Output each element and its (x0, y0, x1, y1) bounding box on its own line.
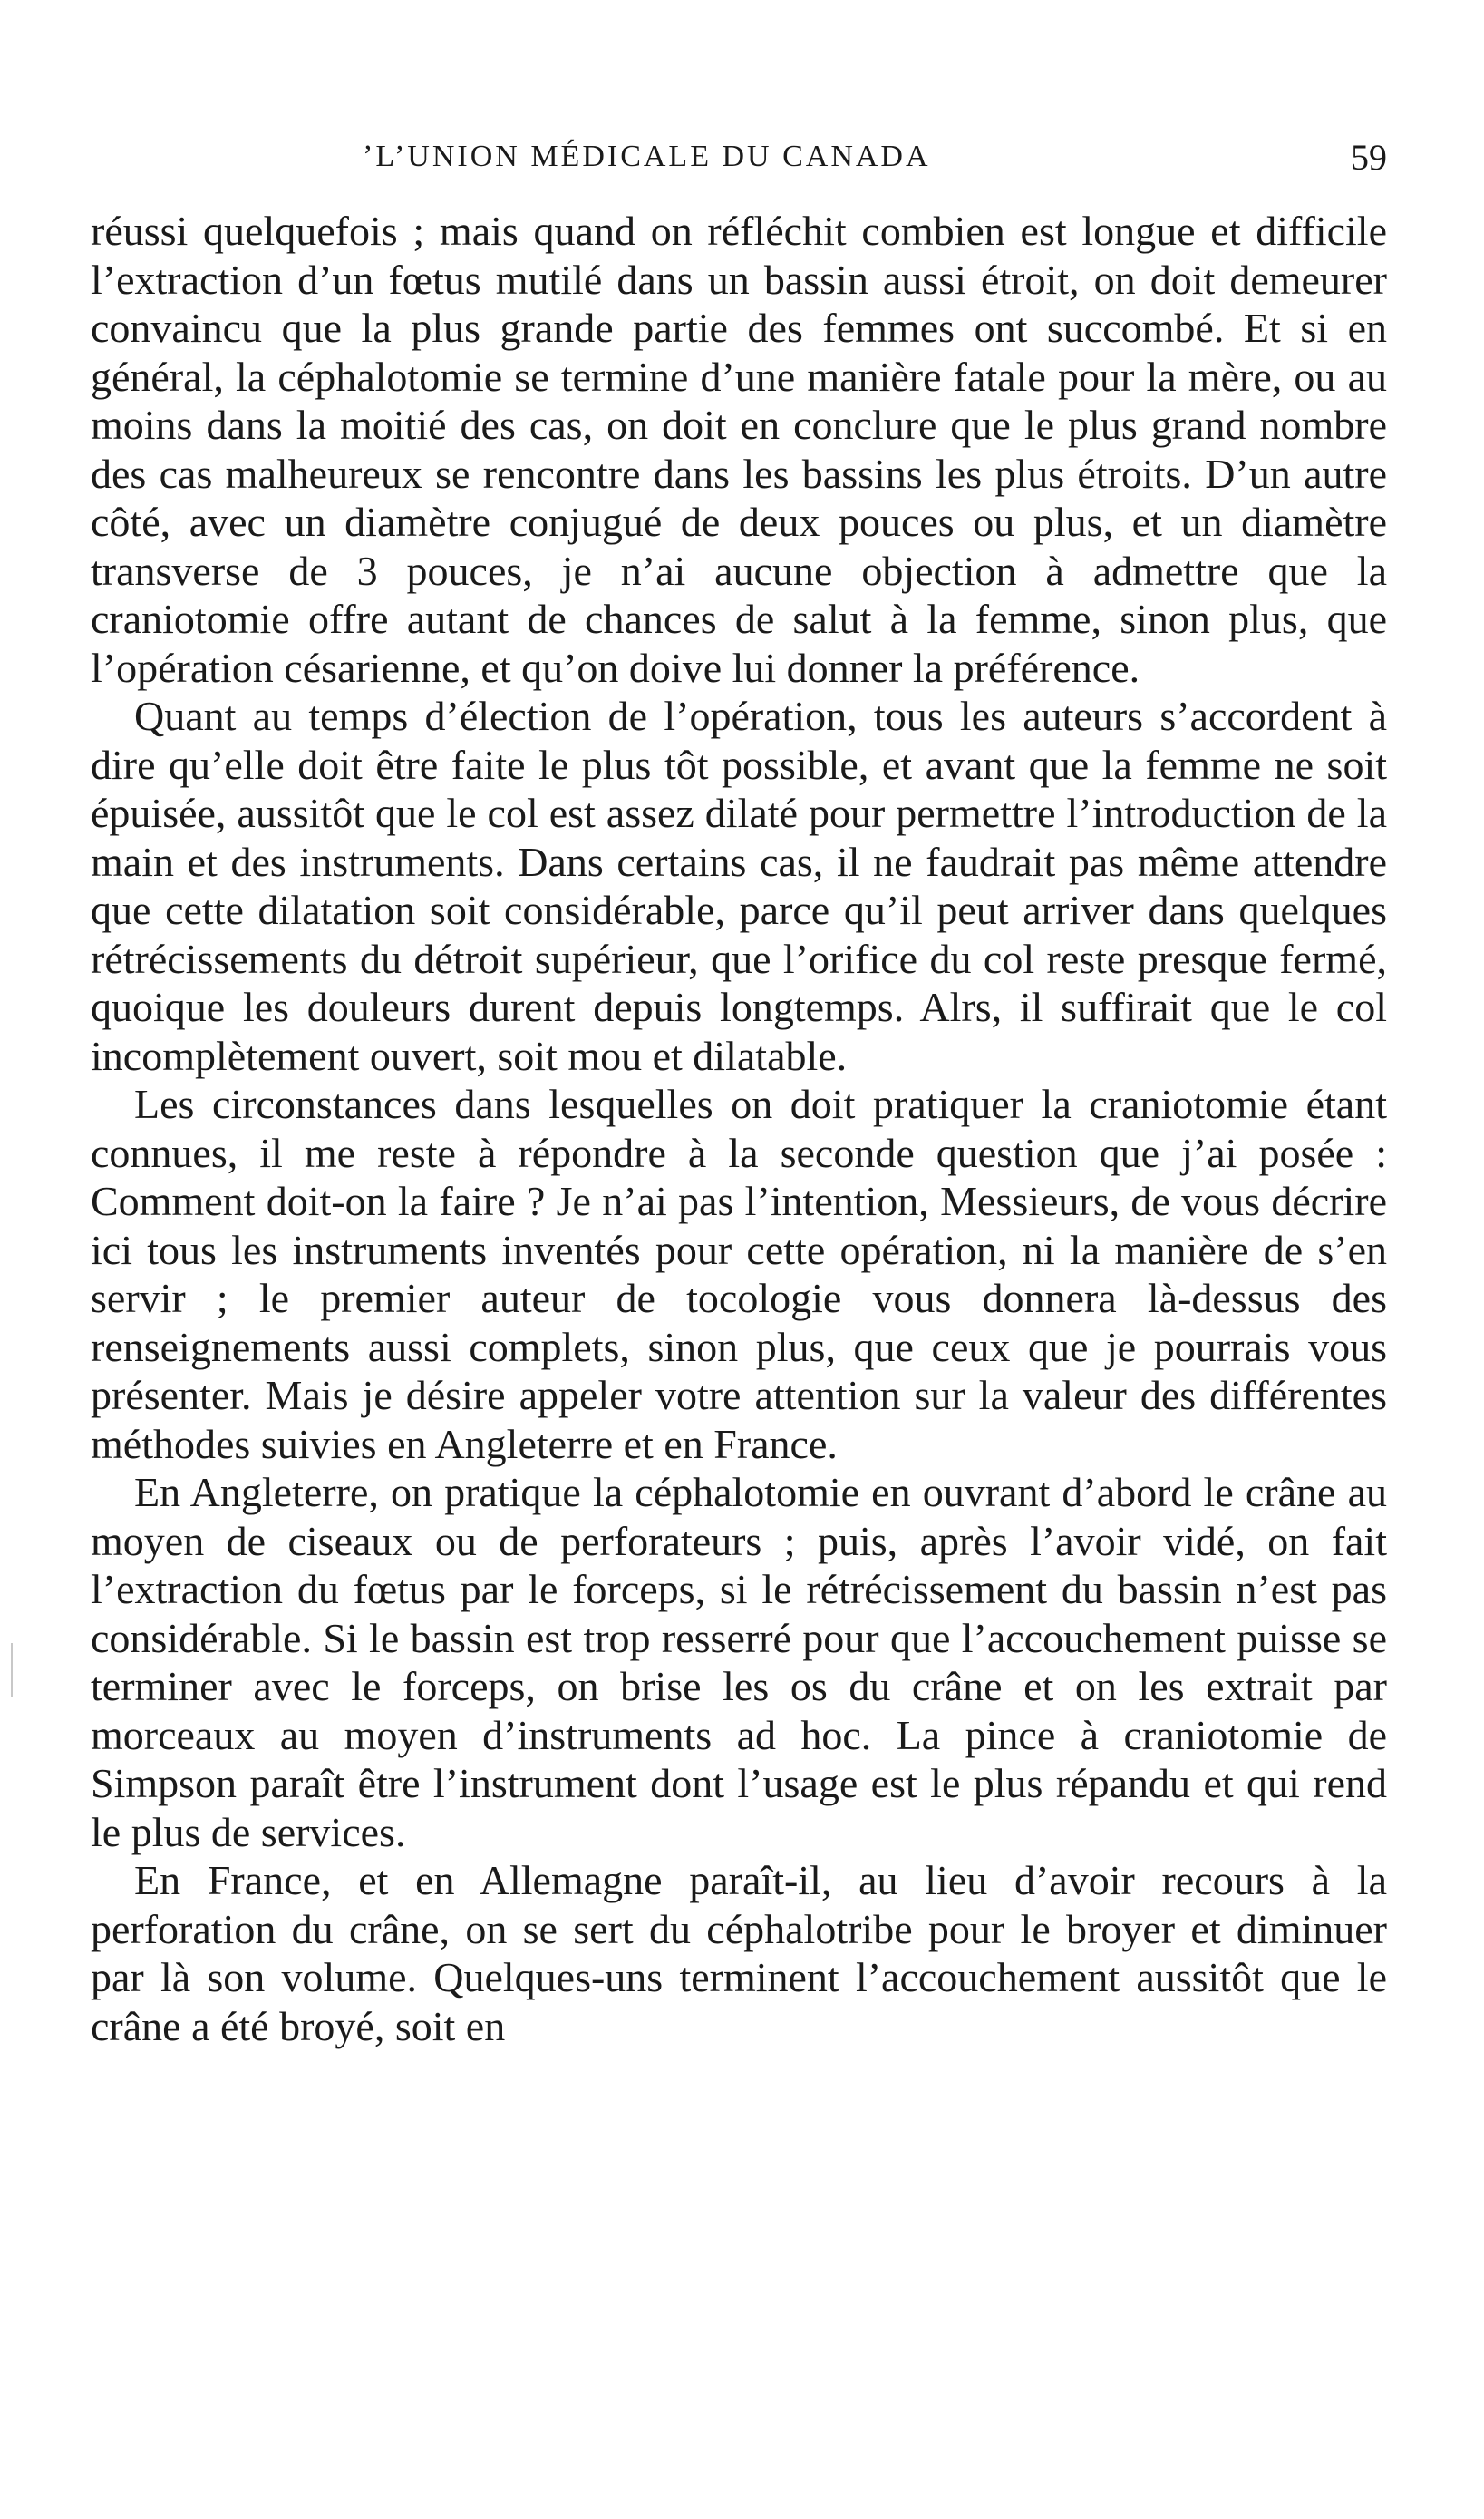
paragraph: Les circonstances dans lesquelles on doit pratiquer la craniotomie étant connues, il me reste à répondre à la seconde question que j’ai posée : Comment doit-on la faire ? Je n’ai pas l’intention, Messieurs, de vous décrire ici tous les instruments inventés pour cette opération, ni la manière de s’en servir ; le premier auteur de tocologie vous donnera là-dessus des renseignements aussi complets, sinon plus, que ceux que je pourrais vous présenter. Mais je désire appeler votre attention sur la valeur des différentes méthodes suivies en Angleterre et en France. (91, 1081, 1387, 1467)
page-number: 59 (1351, 137, 1387, 178)
document-page (91, 136, 1387, 2050)
paragraph: Quant au temps d’élection de l’opération, tous les auteurs s’accordent à dire qu’elle doit être faite le plus tôt possible, et avant que la femme ne soit épuisée, aussitôt que le col est assez dilaté pour permettre l’introduction de la main et des instruments. Dans certains cas, il ne faudrait pas même attendre que cette dilatation soit considérable, parce qu’il peut arriver dans quelques rétrécissements du détroit supérieur, que l’orifice du col reste presque fermé, quoique les douleurs durent depuis longtemps. Alrs, il suffirait que le col incomplètement ouvert, soit mou et dilatable. (91, 693, 1387, 1079)
running-title: ʼL’UNION MÉDICALE DU CANADA (363, 140, 931, 173)
paragraph: En France, et en Allemagne paraît-il, au lieu d’avoir recours à la perforation du crâne, on se sert du céphalotribe pour le broyer et diminuer par là son volume. Quelques-uns terminent l’accouchement aussitôt que le crâne a été broyé, soit en (91, 1857, 1387, 2049)
margin-mark (11, 1643, 13, 1697)
body-text (91, 207, 1387, 2050)
running-head (91, 136, 1387, 190)
paragraph: En Angleterre, on pratique la céphalotomie en ouvrant d’abord le crâne au moyen de ciseaux ou de perforateurs ; puis, après l’avoir vidé, on fait l’extraction du fœtus par le forceps, si le rétrécissement du bassin n’est pas considérable. Si le bassin est trop resserré pour que l’accouchement puisse se terminer avec le forceps, on brise les os du crâne et on les extrait par morceaux au moyen d’instruments ad hoc. La pince à craniotomie de Simpson paraît être l’instrument dont l’usage est le plus répandu et qui rend le plus de services. (91, 1469, 1387, 1855)
paragraph: réussi quelquefois ; mais quand on réfléchit combien est longue et difficile l’extraction d’un fœtus mutilé dans un bassin aussi étroit, on doit demeurer convaincu que la plus grande partie des femmes ont succombé. Et si en général, la céphalotomie se termine d’une manière fatale pour la mère, ou au moins dans la moitié des cas, on doit en conclure que le plus grand nombre des cas malheureux se rencontre dans les bassins les plus étroits. D’un autre côté, avec un diamètre conjugué de deux pouces ou plus, et un diamètre transverse de 3 pouces, je n’ai aucune objection à admettre que la craniotomie offre autant de chances de salut à la femme, sinon plus, que l’opération césarienne, et qu’on doive lui donner la préférence. (91, 208, 1387, 691)
